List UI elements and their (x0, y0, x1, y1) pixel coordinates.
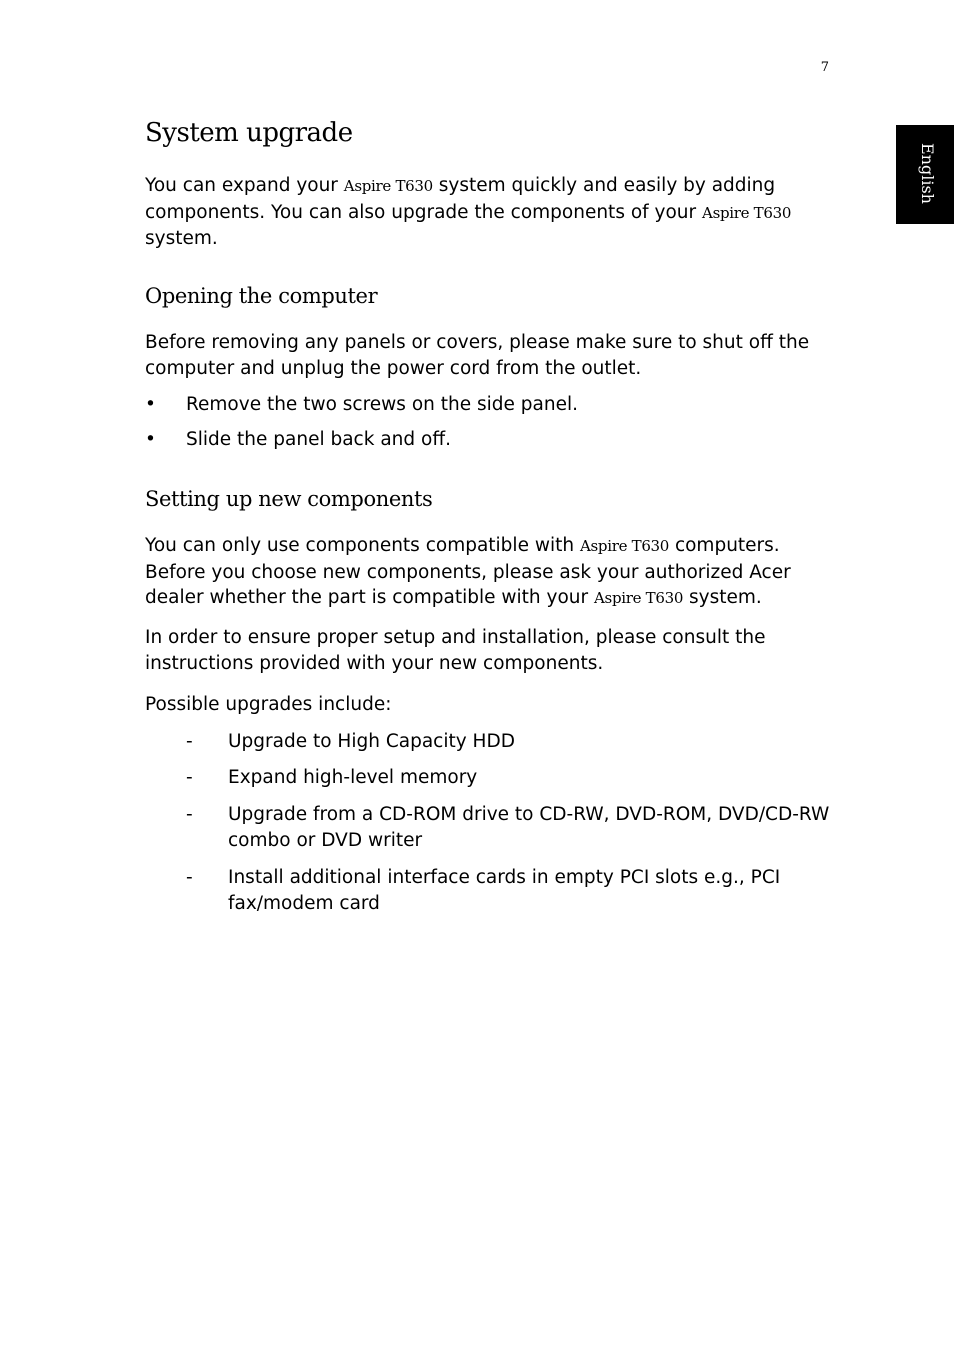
upgrade-text: Install additional interface cards in empty PCI slots e.g., PCI fax/modem card (228, 867, 781, 914)
list-item (145, 765, 835, 791)
product-name: Aspire T630 (594, 589, 684, 607)
list-item (145, 865, 835, 917)
opening-heading: Opening the computer (145, 284, 378, 308)
setup-text-3: system. (683, 587, 762, 608)
list-item (145, 729, 835, 755)
upgrade-text: Upgrade to High Capacity HDD (228, 731, 515, 752)
section-title: System upgrade (145, 118, 353, 148)
opening-paragraph: Before removing any panels or covers, please make sure to shut off the computer and unplug the power cord from the outlet. (145, 332, 810, 379)
product-name: Aspire T630 (343, 177, 433, 195)
bullet-text: Slide the panel back and off. (186, 429, 451, 450)
setup-heading: Setting up new components (145, 487, 433, 511)
upgrades-intro: Possible upgrades include: (145, 694, 392, 715)
upgrade-text: Upgrade from a CD-ROM drive to CD-RW, DVD-ROM, DVD/CD-RW combo or DVD writer (228, 804, 830, 851)
product-name: Aspire T630 (579, 537, 670, 555)
intro-text-3: system. (145, 228, 218, 249)
intro-text-1: You can expand your (145, 175, 344, 196)
language-tab (896, 125, 954, 224)
setup-text-2: computers. Before you choose new components, please ask your authorized Acer dealer whether the part is compatible with your (145, 535, 791, 608)
upgrade-text: Expand high-level memory (228, 767, 478, 788)
bullet-marker: • (145, 429, 156, 450)
product-name: Aspire T630 (702, 203, 792, 222)
list-item (145, 802, 835, 854)
intro-text-2: system quickly and easily by adding components. You can also upgrade the components of your (145, 175, 776, 223)
setup-paragraph-2: In order to ensure proper setup and installation, please consult the instructions provided with your new components. (145, 627, 766, 674)
dash-marker: - (186, 867, 193, 888)
dash-marker: - (186, 731, 193, 752)
setup-paragraph-1 (145, 533, 835, 612)
dash-marker: - (186, 767, 193, 788)
page-number: 7 (820, 60, 829, 75)
bullet-marker: • (145, 394, 156, 415)
dash-marker: - (186, 804, 193, 825)
intro-paragraph (145, 173, 835, 252)
language-tab-label: English (918, 143, 937, 204)
setup-text-1: You can only use components compatible with (145, 535, 580, 556)
bullet-text: Remove the two screws on the side panel. (186, 394, 578, 415)
